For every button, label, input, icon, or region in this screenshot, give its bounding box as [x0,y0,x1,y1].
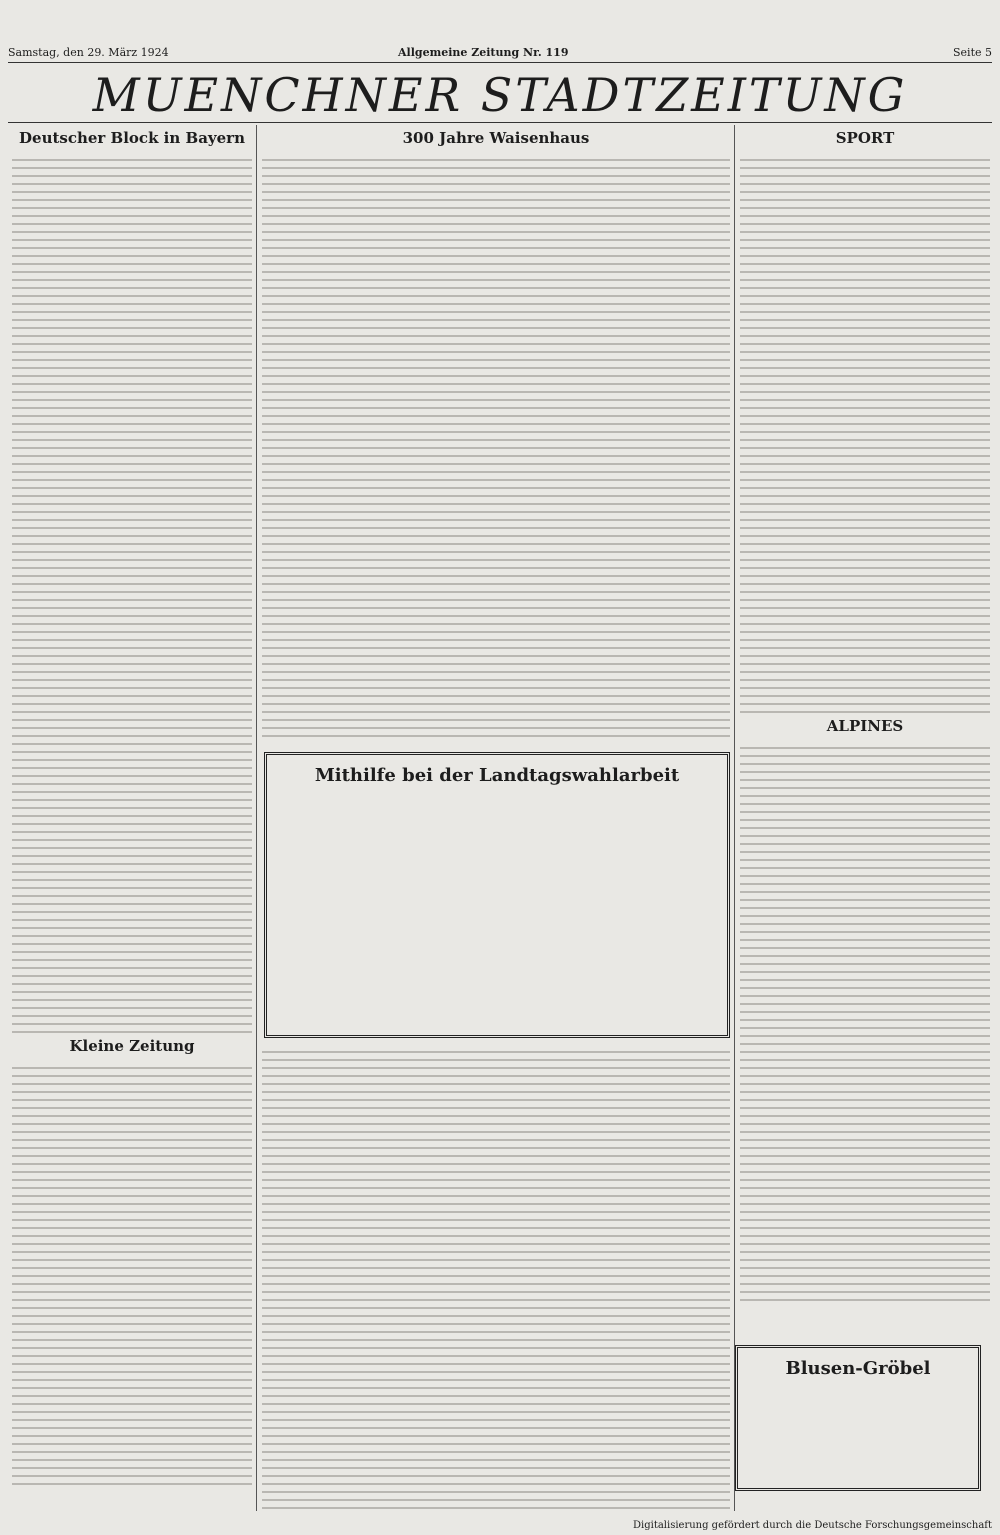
column-right [740,125,990,1511]
header-rule [8,62,992,63]
notice-box [264,752,730,1038]
masthead: MUENCHNER STADTZEITUNG [92,68,908,122]
page-footer: Digitalisierung gefördert durch die Deutsche Forschungsgemeinschaft [633,1520,992,1531]
header-paper: Allgemeine Zeitung Nr. 119 [398,46,569,59]
text-block [262,1045,730,1511]
column-middle-lower [262,1045,730,1511]
header-date: Samstag, den 29. März 1924 [8,46,169,59]
text-block [12,153,252,1033]
notice-title: Mithilfe bei der Landtagswahlarbeit [314,765,680,786]
text-block [262,153,730,743]
column-rule [734,125,735,1511]
text-block [740,741,990,1301]
ad-title: Blusen-Gröbel [785,1358,931,1379]
section-heading: 300 Jahre Waisenhaus [402,129,590,147]
column-rule [256,125,257,1511]
column-left [12,125,252,1511]
section-heading: Kleine Zeitung [69,1037,195,1055]
advertisement-box [735,1345,981,1491]
masthead-rule [8,122,992,123]
section-heading: SPORT [835,129,895,147]
text-block [12,1061,252,1491]
text-block [740,153,990,713]
section-heading: Deutscher Block in Bayern [19,129,245,147]
section-heading: ALPINES [826,717,904,735]
page-header [8,46,992,60]
header-page: Seite 5 [953,46,992,59]
